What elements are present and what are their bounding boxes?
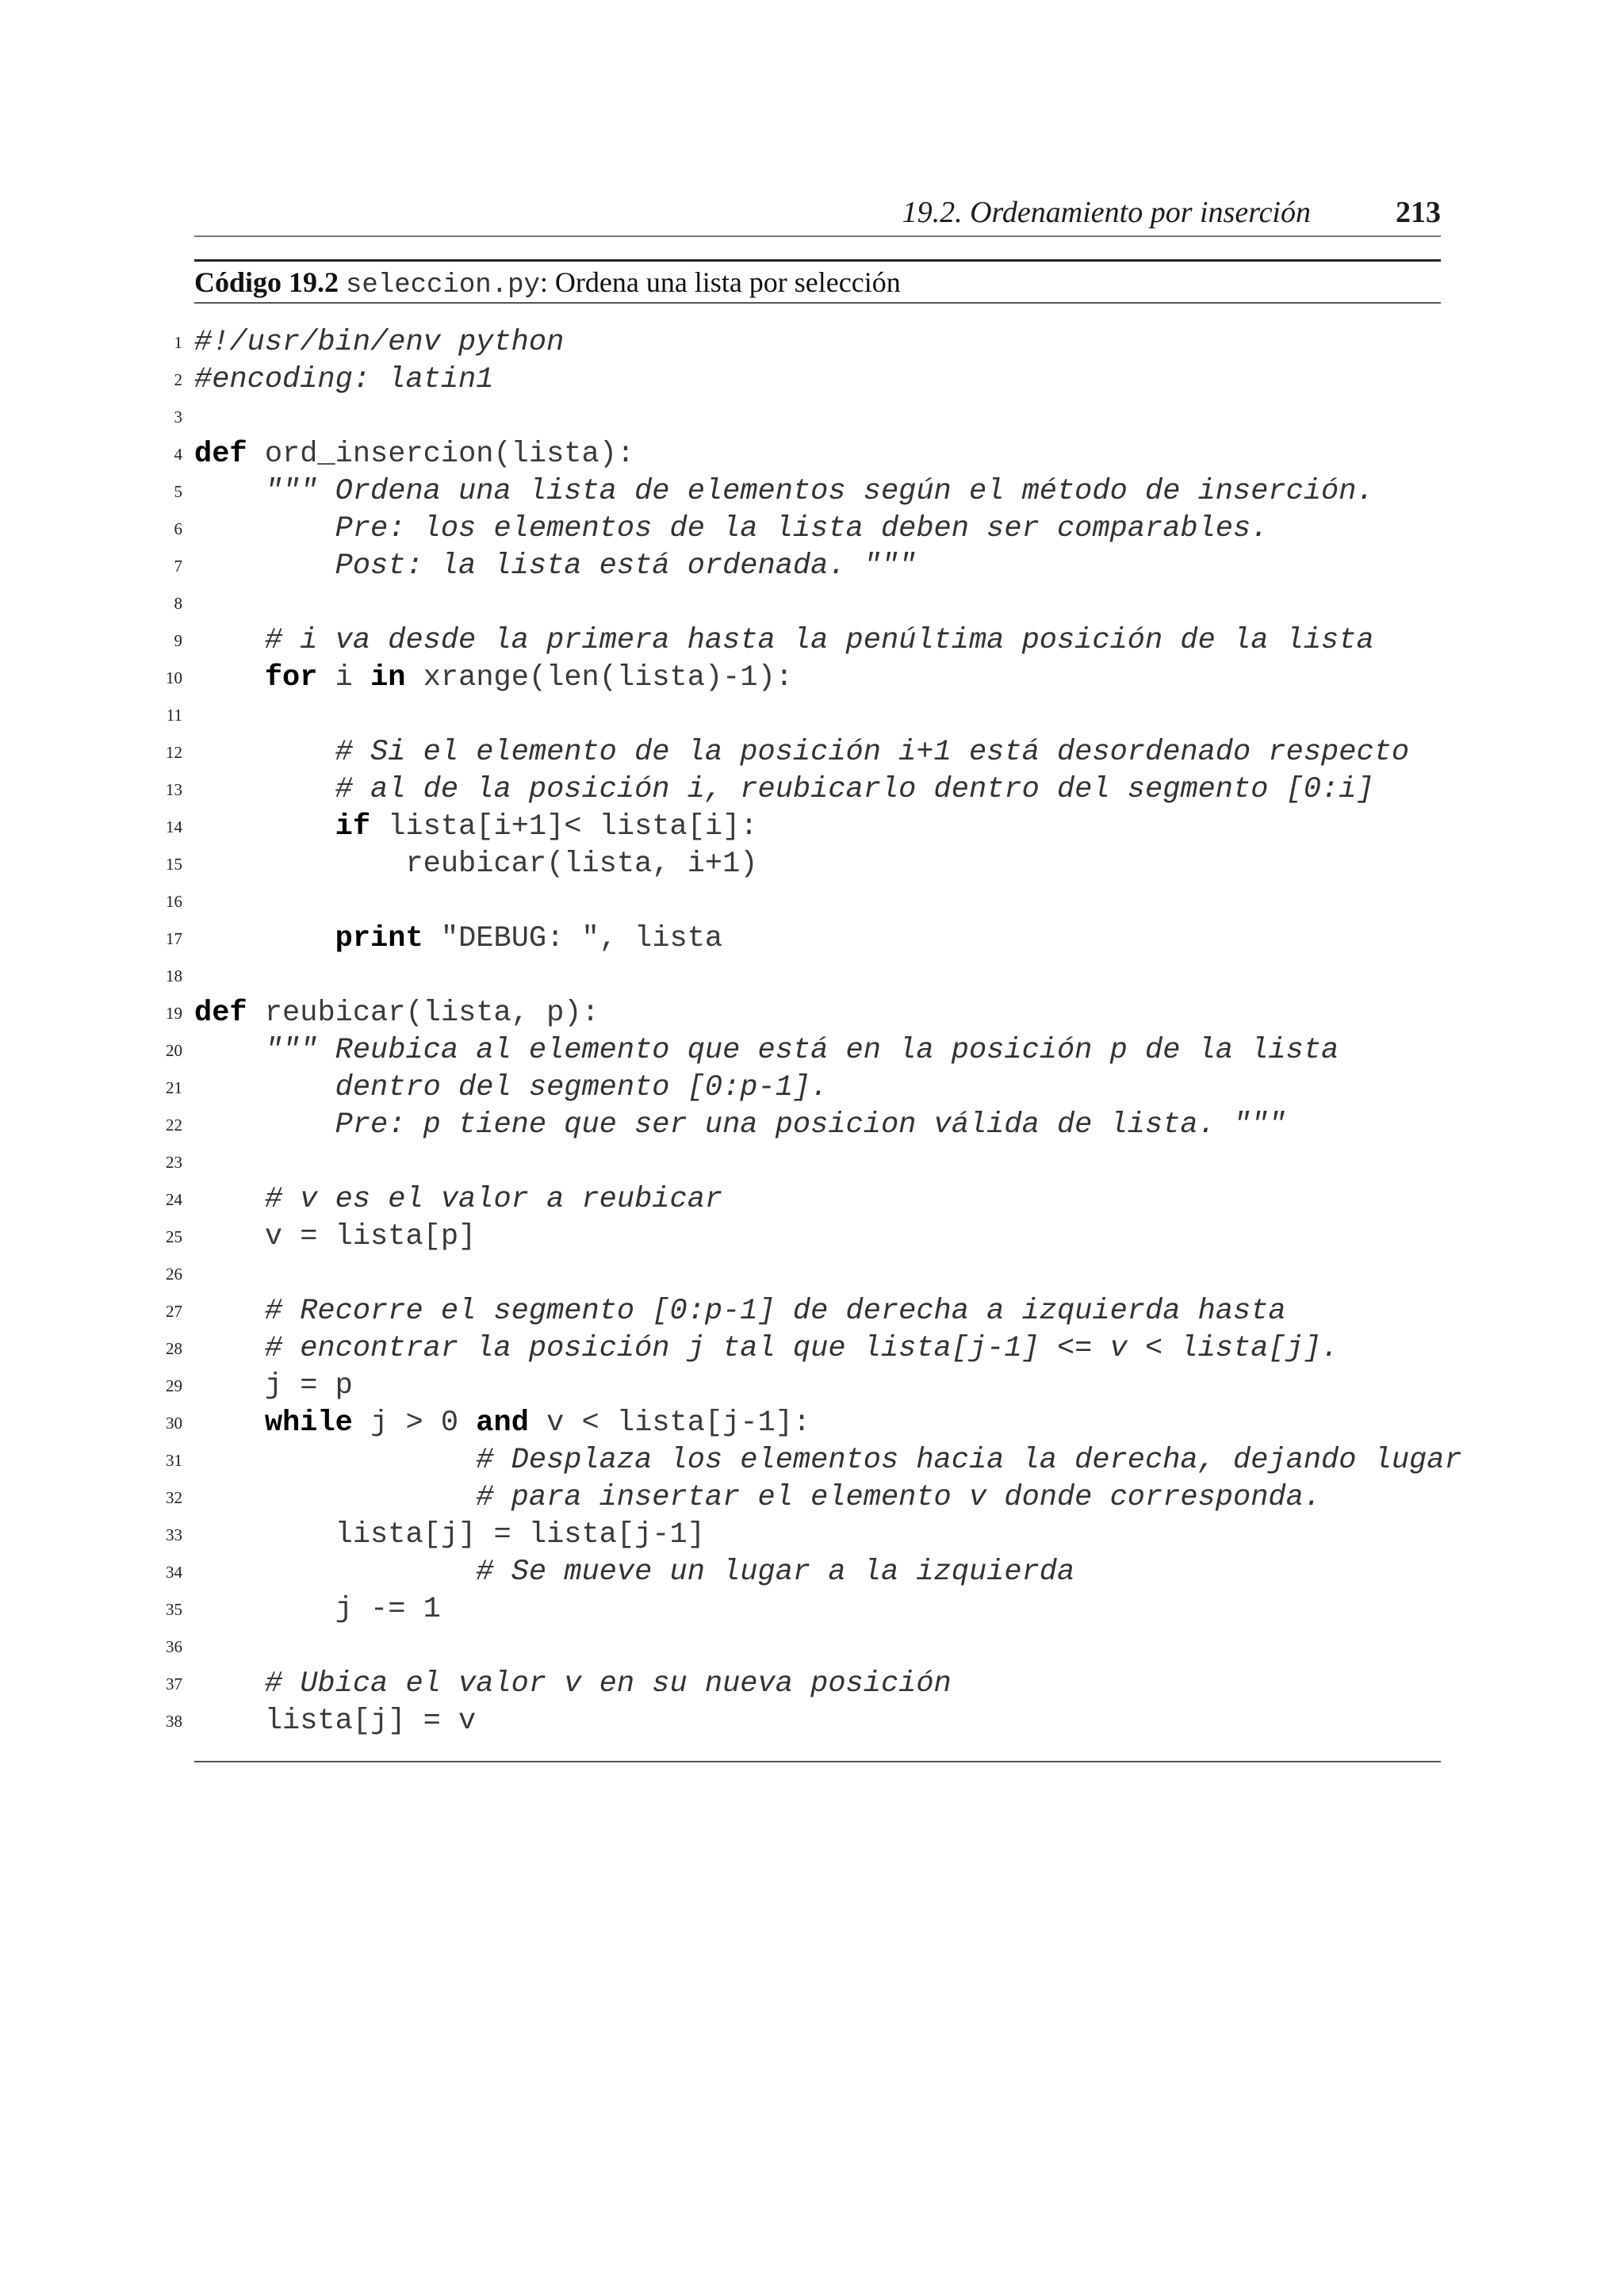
code-line bbox=[0, 920, 1624, 958]
code-comment: #encoding: latin1 bbox=[194, 363, 494, 396]
code-text bbox=[194, 1032, 1339, 1070]
code-line bbox=[0, 324, 1624, 362]
code-text bbox=[194, 1368, 353, 1405]
code-comment: Post: la lista está ordenada. """ bbox=[194, 549, 917, 583]
code-comment: """ Reubica al elemento que está en la posición p de la lista bbox=[194, 1034, 1339, 1067]
line-number: 32 bbox=[166, 1488, 182, 1507]
code-text bbox=[194, 1666, 952, 1703]
line-number: 37 bbox=[166, 1674, 182, 1693]
code-text bbox=[194, 1405, 810, 1442]
code-line bbox=[0, 771, 1624, 809]
code-text bbox=[194, 1293, 1286, 1330]
code-text bbox=[194, 846, 758, 883]
code-keyword: if bbox=[335, 810, 371, 844]
code-text bbox=[194, 511, 1268, 548]
code-text bbox=[194, 436, 634, 473]
code-token: ord_insercion(lista): bbox=[247, 438, 635, 471]
code-text bbox=[194, 622, 1374, 660]
code-token: j -= 1 bbox=[194, 1593, 441, 1626]
line-number: 11 bbox=[166, 706, 182, 725]
code-listing bbox=[0, 324, 1624, 1740]
code-keyword: for bbox=[264, 661, 318, 695]
code-text bbox=[194, 1107, 1286, 1144]
code-caption bbox=[194, 263, 901, 301]
line-number: 22 bbox=[166, 1115, 182, 1135]
code-text bbox=[194, 1219, 476, 1256]
line-number: 31 bbox=[166, 1451, 182, 1470]
code-line bbox=[0, 846, 1624, 883]
code-token: i bbox=[317, 661, 371, 695]
code-line bbox=[0, 660, 1624, 697]
code-line bbox=[0, 1479, 1624, 1517]
line-number: 26 bbox=[166, 1265, 182, 1284]
line-number: 24 bbox=[166, 1190, 182, 1209]
code-token: xrange(len(lista)-1): bbox=[405, 661, 793, 695]
code-line bbox=[0, 883, 1624, 920]
code-text bbox=[194, 1554, 1074, 1591]
code-token: v < lista[j-1]: bbox=[528, 1406, 811, 1440]
code-token bbox=[194, 661, 265, 695]
line-number: 3 bbox=[174, 408, 182, 427]
code-token: lista[i+1]< lista[i]: bbox=[370, 810, 758, 844]
code-line bbox=[0, 1293, 1624, 1330]
line-number: 2 bbox=[174, 370, 182, 389]
line-number: 38 bbox=[166, 1712, 182, 1731]
code-line bbox=[0, 697, 1624, 734]
code-text bbox=[194, 1591, 441, 1628]
code-comment: Pre: los elementos de la lista deben ser comparables. bbox=[194, 512, 1269, 545]
code-line bbox=[0, 1070, 1624, 1107]
code-text bbox=[194, 1181, 722, 1219]
code-text bbox=[194, 1442, 1462, 1479]
code-line bbox=[0, 1554, 1624, 1591]
code-comment: # para insertar el elemento v donde corresponda. bbox=[194, 1481, 1322, 1514]
code-line bbox=[0, 1368, 1624, 1405]
code-keyword: in bbox=[370, 661, 406, 695]
line-number: 35 bbox=[166, 1600, 182, 1619]
code-line bbox=[0, 399, 1624, 436]
header-rule bbox=[194, 235, 1441, 237]
line-number: 28 bbox=[166, 1339, 182, 1358]
code-line bbox=[0, 622, 1624, 660]
line-number: 6 bbox=[174, 519, 182, 538]
code-text bbox=[194, 734, 1409, 771]
code-token: reubicar(lista, i+1) bbox=[194, 848, 758, 881]
code-line bbox=[0, 548, 1624, 585]
code-comment: # al de la posición i, reubicarlo dentro del segmento [0:i] bbox=[194, 773, 1374, 806]
code-token bbox=[194, 922, 335, 955]
code-line bbox=[0, 1517, 1624, 1554]
code-text bbox=[194, 1703, 476, 1740]
code-line bbox=[0, 1219, 1624, 1256]
code-line bbox=[0, 995, 1624, 1032]
line-number: 20 bbox=[166, 1041, 182, 1060]
line-number: 1 bbox=[174, 333, 182, 352]
code-line bbox=[0, 1703, 1624, 1740]
line-number: 9 bbox=[174, 631, 182, 650]
code-line bbox=[0, 1144, 1624, 1181]
code-comment: # Ubica el valor v en su nueva posición bbox=[194, 1667, 952, 1701]
line-number: 18 bbox=[166, 966, 182, 985]
caption-text: : Ordena una lista por selección bbox=[539, 266, 901, 298]
line-number: 17 bbox=[166, 929, 182, 948]
code-token: "DEBUG: ", lista bbox=[423, 922, 723, 955]
code-comment: #!/usr/bin/env python bbox=[194, 326, 565, 359]
code-line bbox=[0, 1181, 1624, 1219]
line-number: 36 bbox=[166, 1637, 182, 1656]
line-number: 33 bbox=[166, 1525, 182, 1544]
line-number: 19 bbox=[166, 1004, 182, 1023]
code-text bbox=[194, 995, 599, 1032]
line-number: 25 bbox=[166, 1227, 182, 1246]
code-text bbox=[194, 809, 758, 846]
code-line bbox=[0, 585, 1624, 622]
code-comment: dentro del segmento [0:p-1]. bbox=[194, 1071, 829, 1104]
code-keyword: and bbox=[476, 1406, 529, 1440]
code-token: reubicar(lista, p): bbox=[247, 997, 599, 1030]
code-line bbox=[0, 362, 1624, 399]
code-token: lista[j] = lista[j-1] bbox=[194, 1518, 705, 1552]
code-line bbox=[0, 1591, 1624, 1628]
code-token: lista[j] = v bbox=[194, 1705, 477, 1738]
code-text bbox=[194, 920, 722, 958]
line-number: 5 bbox=[174, 482, 182, 501]
line-number: 27 bbox=[166, 1302, 182, 1321]
line-number: 23 bbox=[166, 1153, 182, 1172]
code-token: j > 0 bbox=[352, 1406, 477, 1440]
code-comment: """ Ordena una lista de elementos según el método de inserción. bbox=[194, 475, 1374, 508]
code-comment: # encontrar la posición j tal que lista[j-1] <= v < lista[j]. bbox=[194, 1332, 1339, 1365]
line-number: 13 bbox=[166, 780, 182, 799]
line-number: 10 bbox=[166, 668, 182, 687]
code-comment: # Si el elemento de la posición i+1 está desordenado respecto bbox=[194, 736, 1410, 769]
code-comment: # Recorre el segmento [0:p-1] de derecha a izquierda hasta bbox=[194, 1295, 1286, 1328]
code-text bbox=[194, 548, 916, 585]
caption-label: Código 19.2 bbox=[194, 266, 339, 298]
code-token bbox=[194, 1406, 265, 1440]
code-text bbox=[194, 1479, 1321, 1517]
code-comment: # Se mueve un lugar a la izquierda bbox=[194, 1556, 1075, 1589]
code-comment: # i va desde la primera hasta la penúltima posición de la lista bbox=[194, 624, 1374, 657]
code-comment: # Desplaza los elementos hacia la derecha, dejando lugar bbox=[194, 1444, 1462, 1477]
code-keyword: def bbox=[194, 438, 247, 471]
listing-bottom-rule bbox=[194, 1761, 1441, 1762]
line-number: 12 bbox=[166, 743, 182, 762]
line-number: 7 bbox=[174, 557, 182, 576]
page-number: 213 bbox=[1396, 196, 1441, 229]
line-number: 29 bbox=[166, 1376, 182, 1395]
code-token: j = p bbox=[194, 1369, 353, 1402]
code-token: v = lista[p] bbox=[194, 1220, 477, 1253]
line-number: 30 bbox=[166, 1414, 182, 1433]
code-keyword: print bbox=[335, 922, 423, 955]
code-text bbox=[194, 362, 493, 399]
code-line bbox=[0, 734, 1624, 771]
line-number: 16 bbox=[166, 892, 182, 911]
code-line bbox=[0, 1330, 1624, 1368]
code-line bbox=[0, 1666, 1624, 1703]
code-line bbox=[0, 511, 1624, 548]
line-number: 15 bbox=[166, 855, 182, 874]
line-number: 14 bbox=[166, 817, 182, 836]
code-text bbox=[194, 1330, 1339, 1368]
code-text bbox=[194, 1070, 828, 1107]
code-token bbox=[194, 810, 335, 844]
code-text bbox=[194, 1517, 705, 1554]
code-comment: Pre: p tiene que ser una posicion válida de lista. """ bbox=[194, 1108, 1286, 1142]
code-line bbox=[0, 1032, 1624, 1070]
line-number: 34 bbox=[166, 1563, 182, 1582]
caption-filename: seleccion.py bbox=[346, 270, 540, 300]
code-line bbox=[0, 1107, 1624, 1144]
code-comment: # v es el valor a reubicar bbox=[194, 1183, 723, 1216]
code-line bbox=[0, 809, 1624, 846]
code-line bbox=[0, 1628, 1624, 1666]
code-text bbox=[194, 324, 564, 362]
line-number: 21 bbox=[166, 1078, 182, 1097]
caption-bottom-rule bbox=[194, 302, 1441, 304]
code-line bbox=[0, 1405, 1624, 1442]
code-line bbox=[0, 1256, 1624, 1293]
line-number: 4 bbox=[174, 445, 182, 464]
code-line bbox=[0, 436, 1624, 473]
running-header bbox=[194, 195, 1441, 235]
code-line bbox=[0, 1442, 1624, 1479]
code-text bbox=[194, 473, 1374, 511]
code-line bbox=[0, 958, 1624, 995]
caption-top-rule bbox=[194, 259, 1441, 262]
code-keyword: def bbox=[194, 997, 247, 1030]
running-title: 19.2. Ordenamiento por inserción bbox=[902, 196, 1311, 229]
line-number: 8 bbox=[174, 594, 182, 613]
code-keyword: while bbox=[264, 1406, 353, 1440]
code-line bbox=[0, 473, 1624, 511]
code-text bbox=[194, 660, 793, 697]
code-text bbox=[194, 771, 1374, 809]
